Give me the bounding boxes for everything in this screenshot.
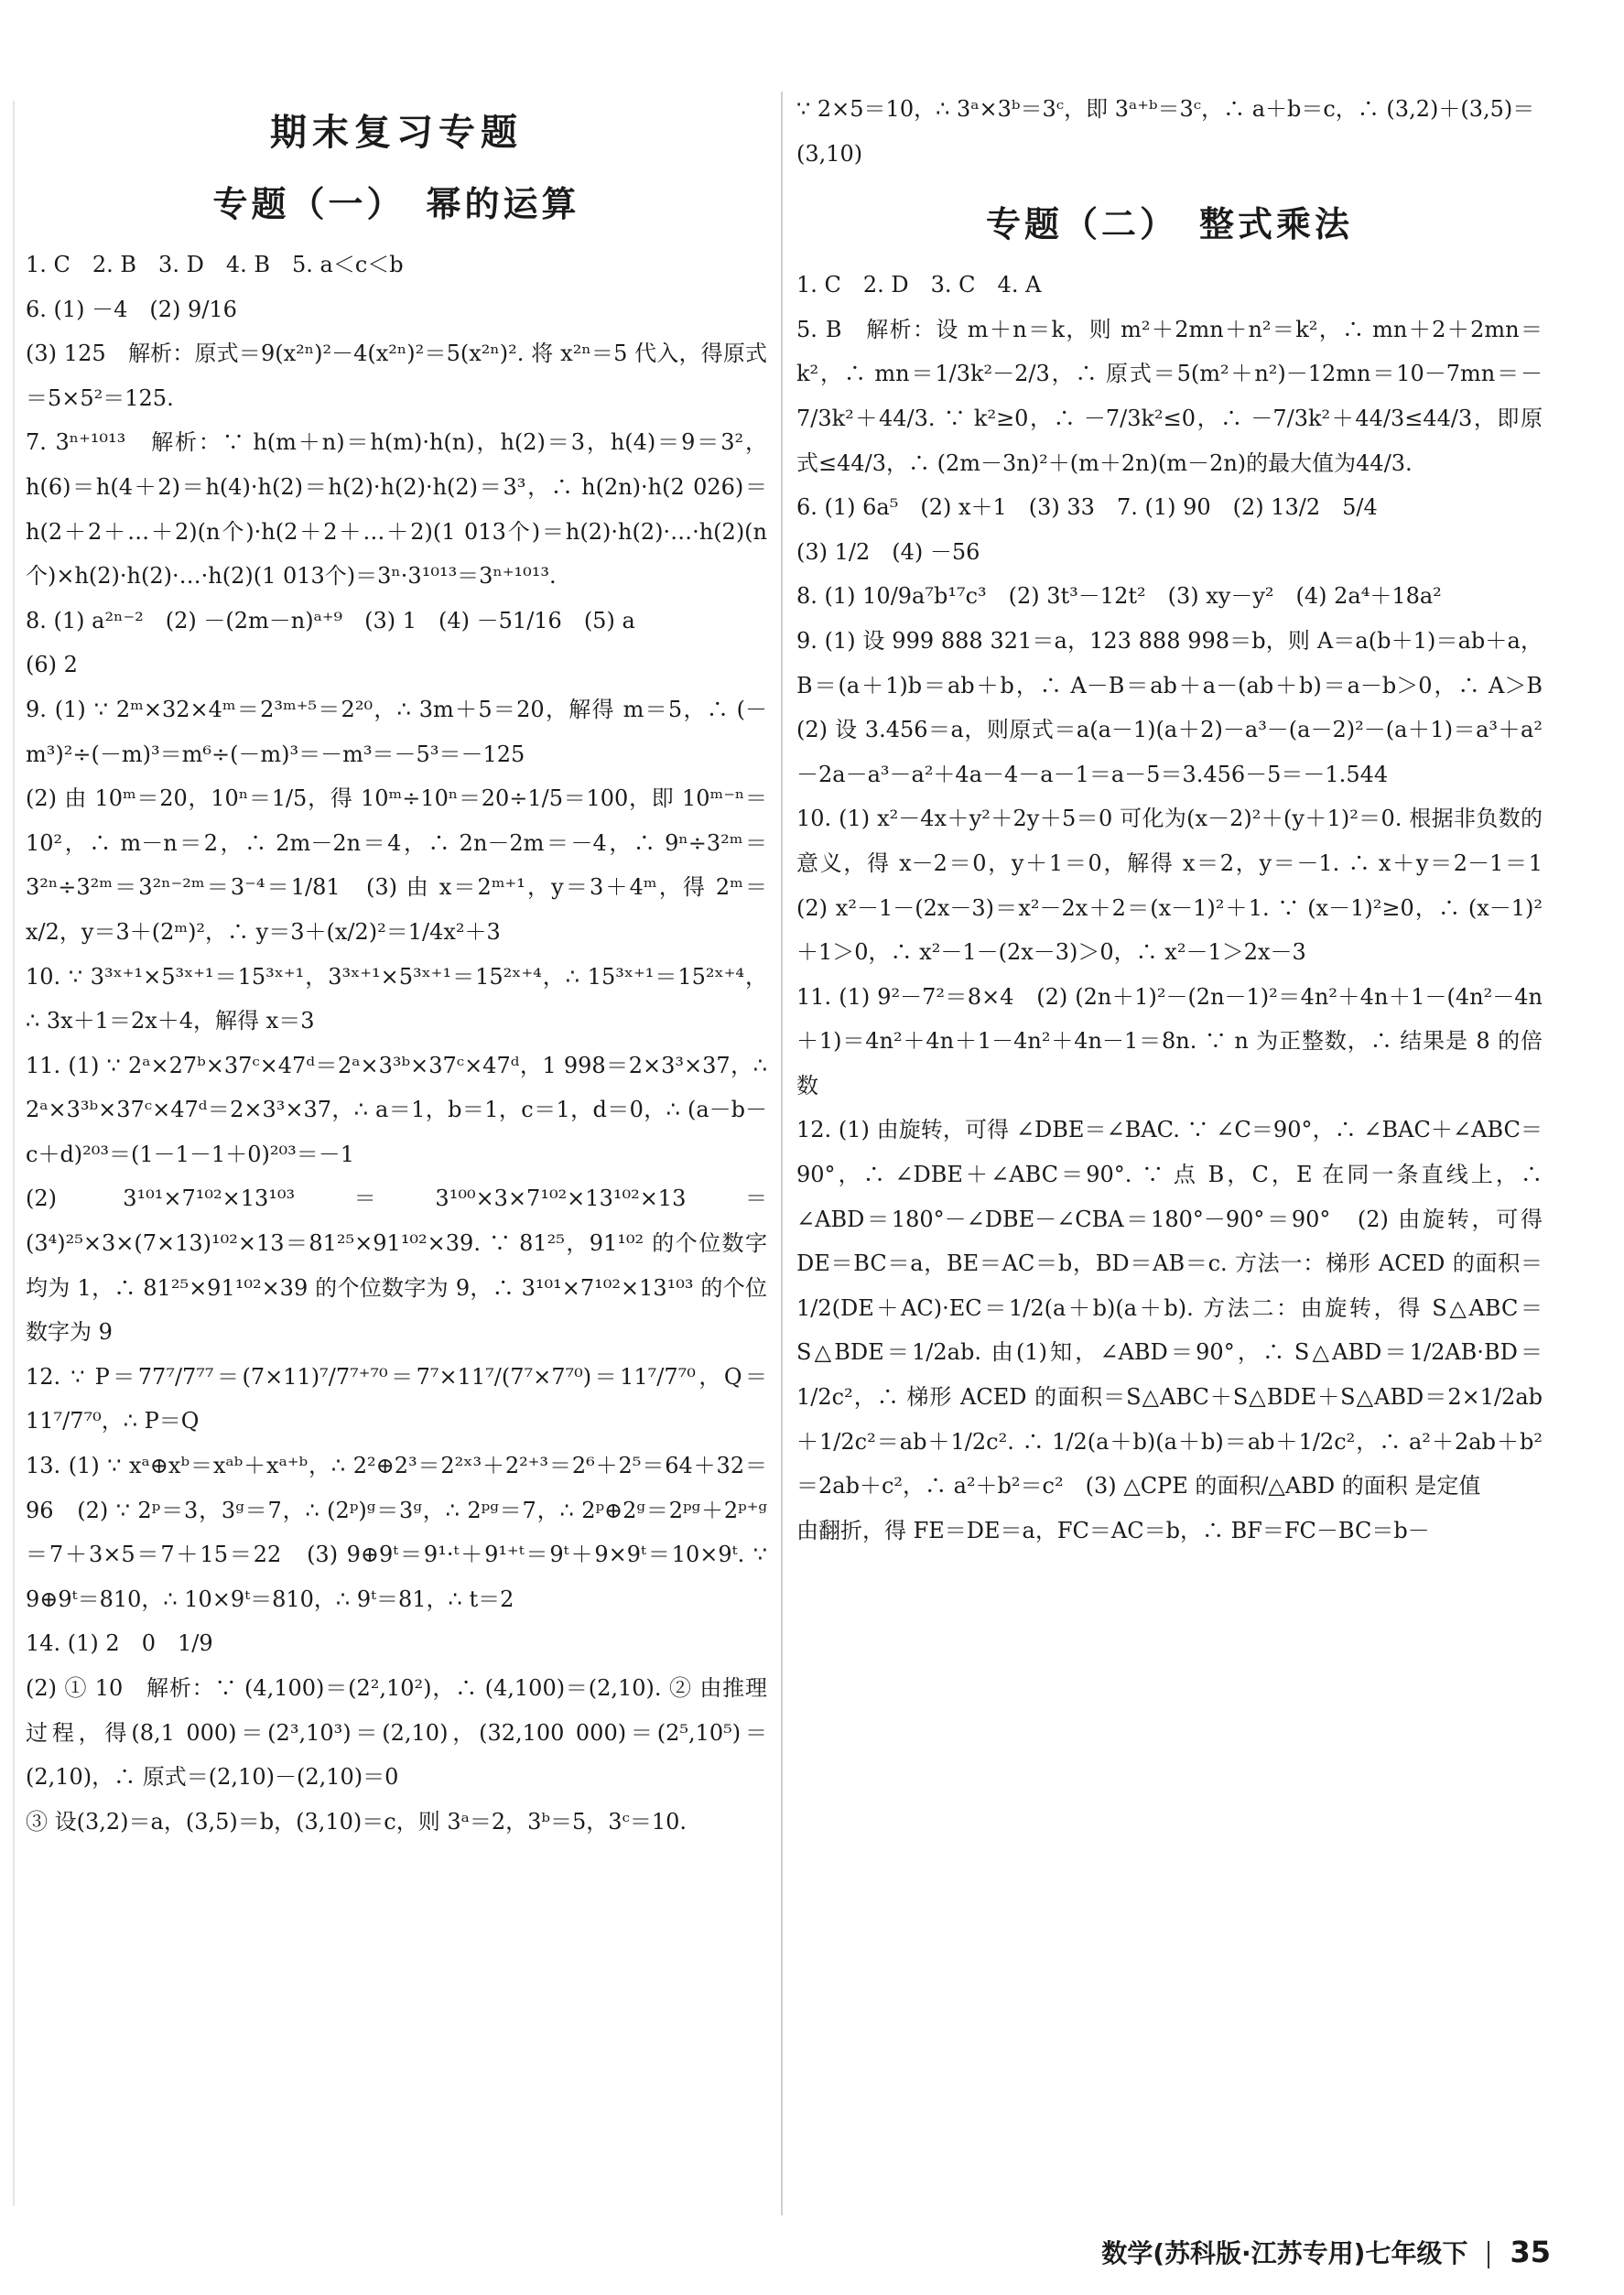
left-answer-item: 7. 3ⁿ⁺¹⁰¹³ 解析：∵ h(m＋n)＝h(m)·h(n)，h(2)＝3，h(4)＝9＝3²，h(6)＝h(4＋2)＝h(4)·h(2)＝h(2)·h(2)·h(2)＝3³，∴ h(2n)·h(2 026)＝h(2＋2＋…＋2)(n个)·h(2＋2＋…＋2)(1 013个)＝h(2)·h(2)·…·h(2)(n个)×h(2)·h(2)·…·h(2)(1 013个)＝3ⁿ·3¹⁰¹³＝3ⁿ⁺¹⁰¹³.: [26, 429, 767, 590]
left-answer-item: (2) ① 10 解析：∵ (4,100)＝(2²,10²)，∴ (4,100)＝(2,10). ② 由推理过程，得(8,1 000)＝(2³,10³)＝(2,10)，(32,100 000)＝(2⁵,10⁵)＝(2,10)，∴ 原式＝(2,10)－(2,10)＝0: [26, 1675, 767, 1791]
page-number: 35: [1510, 2235, 1551, 2269]
page-title: 期末复习专题: [270, 112, 523, 154]
left-answer-item: 13. (1) ∵ xᵃ⊕xᵇ＝xᵃᵇ＋xᵃ⁺ᵇ，∴ 2²⊕2³＝2²ˣ³＋2²⁺³＝2⁶＋2⁵＝64＋32＝96 (2) ∵ 2ᵖ＝3，3ᵍ＝7，∴ (2ᵖ)ᵍ＝3ᵍ，∴ 2ᵖᵍ＝7，∴ 2ᵖ⊕2ᵍ＝2ᵖᵍ＋2ᵖ⁺ᵍ＝7＋3×5＝7＋15＝22 (3) 9⊕9ᵗ＝9¹·ᵗ＋9¹⁺ᵗ＝9ᵗ＋9×9ᵗ＝10×9ᵗ. ∵ 9⊕9ᵗ＝810，∴ 10×9ᵗ＝810，∴ 9ᵗ＝81，∴ t＝2: [26, 1453, 767, 1612]
left-answer-item: (6) 2: [26, 652, 78, 678]
right-column: [796, 87, 1564, 1553]
right-answer-item: 1. C 2. D 3. C 4. A: [796, 272, 1042, 298]
right-answer-item: 由翻折，得 FE＝DE＝a，FC＝AC＝b，∴ BF＝FC－BC＝b－: [796, 1517, 1430, 1543]
left-answer-item: 6. (1) －4 (2) 9/16: [26, 296, 237, 322]
continued-answer: ∵ 2×5＝10，∴ 3ᵃ×3ᵇ＝3ᶜ，即 3ᵃ⁺ᵇ＝3ᶜ，∴ a＋b＝c，∴ (3,2)＋(3,5)＝(3,10): [796, 96, 1535, 167]
book-title: 数学(苏科版·江苏专用)七年级下: [1101, 2238, 1468, 2268]
footer-separator: [1488, 2241, 1489, 2268]
left-column: [26, 87, 767, 1844]
right-answer-list: [796, 263, 1564, 1553]
margin-rule: [13, 101, 15, 2206]
left-answer-list: [26, 243, 767, 1844]
left-answer-item: (3) 125 解析：原式＝9(x²ⁿ)²－4(x²ⁿ)²＝5(x²ⁿ)². 将 x²ⁿ＝5 代入，得原式＝5×5²＝125.: [26, 341, 767, 411]
right-answer-item: 12. (1) 由旋转，可得 ∠DBE＝∠BAC. ∵ ∠C＝90°，∴ ∠BAC＋∠ABC＝90°，∴ ∠DBE＋∠ABC＝90°. ∵ 点 B，C，E 在同一条直线上，∴ ∠ABD＝180°－∠DBE－∠CBA＝180°－90°＝90° (2) 由旋转，可得 DE＝BC＝a，BE＝AC＝b，BD＝AB＝c. 方法一：梯形 ACED 的面积＝1/2(DE＋AC)·EC＝1/2(a＋b)(a＋b). 方法二：由旋转，得 S△ABC＝S△BDE＝1/2ab. 由(1)知，∠ABD＝90°，∴ S△ABD＝1/2AB·BD＝1/2c²，∴ 梯形 ACED 的面积＝S△ABC＋S△BDE＋S△ABD＝2×1/2ab＋1/2c²＝ab＋1/2c². ∴ 1/2(a＋b)(a＋b)＝ab＋1/2c²，∴ a²＋2ab＋b²＝2ab＋c²，∴ a²＋b²＝c² (3) △CPE 的面积/△ABD 的面积 是定值: [796, 1117, 1543, 1499]
left-answer-item: 10. ∵ 3³ˣ⁺¹×5³ˣ⁺¹＝15³ˣ⁺¹，3³ˣ⁺¹×5³ˣ⁺¹＝15²ˣ⁺⁴，∴ 15³ˣ⁺¹＝15²ˣ⁺⁴，∴ 3x＋1＝2x＋4，解得 x＝3: [26, 963, 767, 1034]
right-answer-item: 9. (1) 设 999 888 321＝a，123 888 998＝b，则 A＝a(b＋1)＝ab＋a，B＝(a＋1)b＝ab＋b，∴ A－B＝ab＋a－(ab＋b)＝a－b＞0，∴ A＞B (2) 设 3.456＝a，则原式＝a(a－1)(a＋2)－a³－(a－2)²－(a＋1)＝a³＋a²－2a－a³－a²＋4a－4－a－1＝a－5＝3.456－5＝－1.544: [796, 627, 1564, 787]
left-answer-item: 11. (1) ∵ 2ᵃ×27ᵇ×37ᶜ×47ᵈ＝2ᵃ×3³ᵇ×37ᶜ×47ᵈ，1 998＝2×3³×37，∴ 2ᵃ×3³ᵇ×37ᶜ×47ᵈ＝2×3³×37，∴ a＝1，b＝1，c＝1，d＝0，∴ (a－b－c＋d)²⁰³＝(1－1－1＋0)²⁰³＝－1: [26, 1052, 767, 1167]
right-answer-item: 5. B 解析：设 m＋n＝k，则 m²＋2mn＋n²＝k²，∴ mn＋2＋2mn＝k²，∴ mn＝1/3k²－2/3，∴ 原式＝5(m²＋n²)－12mn＝10－7mn＝－7/3k²＋44/3. ∵ k²≥0，∴ －7/3k²≤0，∴ －7/3k²＋44/3≤44/3，即原式≤44/3，∴ (2m－3n)²＋(m＋2n)(m－2n)的最大值为44/3.: [796, 316, 1543, 476]
section-title-1: 专题（一） 幂的运算: [212, 184, 580, 224]
right-answer-item: 6. (1) 6a⁵ (2) x＋1 (3) 33 7. (1) 90 (2) 13/2 5/4: [796, 494, 1378, 521]
left-answer-item: 12. ∵ P＝77⁷/7⁷⁷＝(7×11)⁷/7⁷⁺⁷⁰＝7⁷×11⁷/(7⁷×7⁷⁰)＝11⁷/7⁷⁰，Q＝11⁷/7⁷⁰，∴ P＝Q: [26, 1363, 767, 1434]
column-divider: [781, 92, 783, 2215]
page-footer: [1101, 2234, 1551, 2270]
left-answer-item: 1. C 2. B 3. D 4. B 5. a＜c＜b: [26, 252, 404, 277]
left-answer-item: 8. (1) a²ⁿ⁻² (2) －(2m－n)ᵃ⁺⁹ (3) 1 (4) －51/16 (5) a: [26, 607, 635, 633]
left-answer-item: ③ 设(3,2)＝a，(3,5)＝b，(3,10)＝c，则 3ᵃ＝2，3ᵇ＝5，3ᶜ＝10.: [26, 1808, 687, 1835]
right-answer-item: 11. (1) 9²－7²＝8×4 (2) (2n＋1)²－(2n－1)²＝4n²＋4n＋1－(4n²－4n＋1)＝4n²＋4n＋1－4n²＋4n－1＝8n. ∵ n 为正整数，∴ 结果是 8 的倍数: [796, 983, 1543, 1099]
left-answer-item: 14. (1) 2 0 1/9: [26, 1630, 213, 1657]
right-answer-item: 8. (1) 10/9a⁷b¹⁷c³ (2) 3t³－12t² (3) xy－y² (4) 2a⁴＋18a²: [796, 583, 1442, 610]
left-answer-item: 9. (1) ∵ 2ᵐ×32×4ᵐ＝2³ᵐ⁺⁵＝2²⁰，∴ 3m＋5＝20，解得 m＝5，∴ (－m³)²÷(－m)³＝m⁶÷(－m)³＝－m³＝－5³＝－125: [26, 696, 767, 767]
left-answer-item: (2) 由 10ᵐ＝20，10ⁿ＝1/5，得 10ᵐ÷10ⁿ＝20÷1/5＝100，即 10ᵐ⁻ⁿ＝10²，∴ m－n＝2，∴ 2m－2n＝4，∴ 2n－2m＝－4，∴ 9ⁿ÷3²ᵐ＝3²ⁿ÷3²ᵐ＝3²ⁿ⁻²ᵐ＝3⁻⁴＝1/81 (3) 由 x＝2ᵐ⁺¹，y＝3＋4ᵐ，得 2ᵐ＝x/2，y＝3＋(2ᵐ)²，∴ y＝3＋(x/2)²＝1/4x²＋3: [26, 785, 767, 945]
left-answer-item: (2) 3¹⁰¹×7¹⁰²×13¹⁰³＝3¹⁰⁰×3×7¹⁰²×13¹⁰²×13＝(3⁴)²⁵×3×(7×13)¹⁰²×13＝81²⁵×91¹⁰²×39. ∵ 81²⁵，91¹⁰² 的个位数字均为 1，∴ 81²⁵×91¹⁰²×39 的个位数字为 9，∴ 3¹⁰¹×7¹⁰²×13¹⁰³ 的个位数字为 9: [26, 1185, 767, 1346]
section-title-2: 专题（二） 整式乘法: [985, 204, 1353, 245]
right-answer-item: 10. (1) x²－4x＋y²＋2y＋5＝0 可化为(x－2)²＋(y＋1)²＝0. 根据非负数的意义，得 x－2＝0，y＋1＝0，解得 x＝2，y＝－1. ∴ x＋y＝2－1＝1 (2) x²－1－(2x－3)＝x²－2x＋2＝(x－1)²＋1. ∵ (x－1)²≥0，∴ (x－1)²＋1＞0，∴ x²－1－(2x－3)＞0，∴ x²－1＞2x－3: [796, 806, 1564, 966]
right-answer-item: (3) 1/2 (4) －56: [796, 538, 980, 565]
